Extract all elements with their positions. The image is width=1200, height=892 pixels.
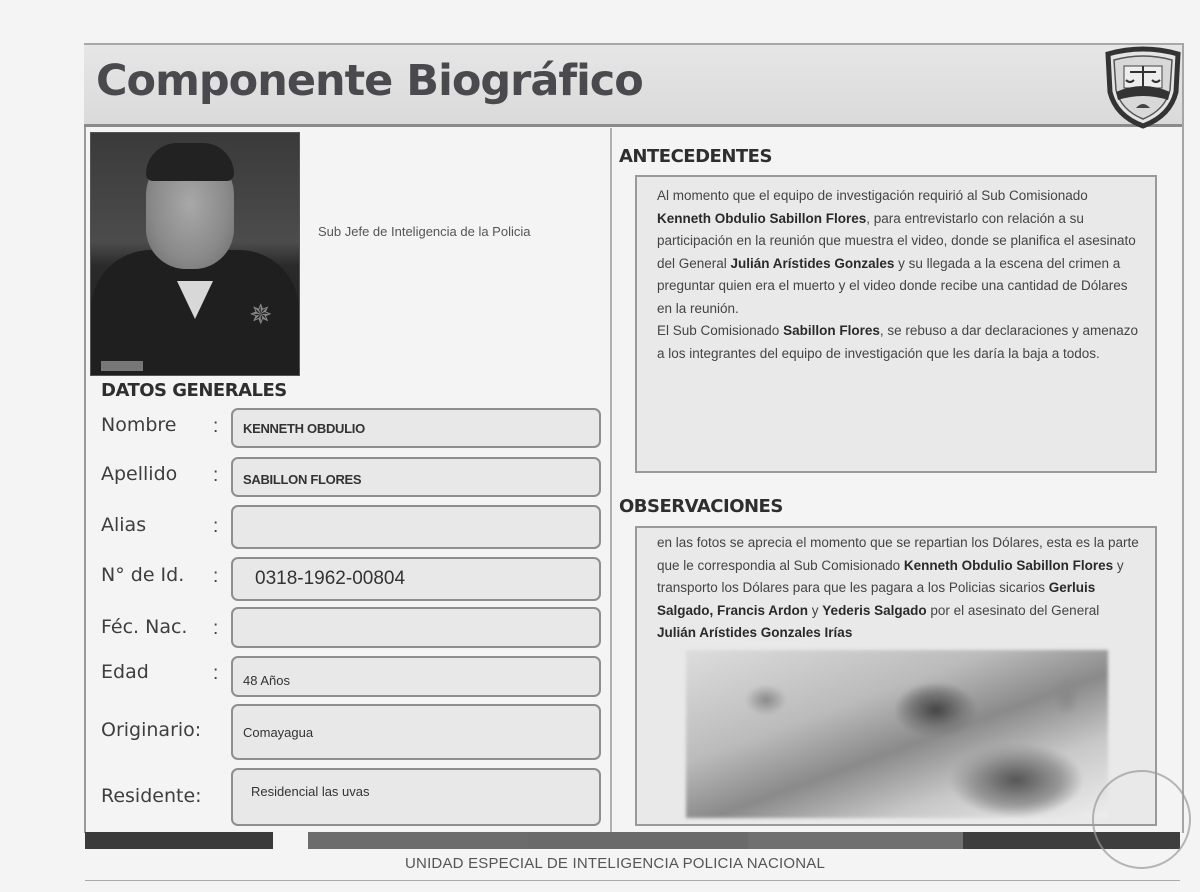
footer-bar-segment (748, 832, 963, 849)
alias-field (231, 505, 601, 549)
label-fec-nac: Féc. Nac. (101, 616, 188, 638)
label-apellido: Apellido (101, 463, 178, 485)
label-alias: Alias (101, 514, 147, 536)
birthdate-field (231, 607, 601, 648)
colon: : (213, 566, 219, 587)
label-originario: Originario: (101, 719, 202, 741)
colon: : (213, 465, 219, 486)
origin-field: Comayagua (231, 704, 601, 760)
colon: : (213, 618, 219, 639)
apellido-field: SABILLON FLORES (231, 457, 601, 497)
footer-unit-name: UNIDAD ESPECIAL DE INTELIGENCIA POLICIA NACIONAL (405, 855, 825, 872)
antecedentes-text: Al momento que el equipo de investigación requirió al Sub Comisionado Kenneth Obdulio Sabillon Flores, para entrevistarlo con relación a su participación en la reunión que muestra el video, donde se planifica el asesinato del General Julián Arístides Gonzales y su llegada a la escena del crimen a preguntar quien era el muerto y el video donde recibe una cantidad de Dólares en la reunión. El Sub Comisionado Sabillon Flores, se rebuso a dar declaraciones y amenazo a los integrantes del equipo de investigación que les daría la baja a todos. (635, 175, 1157, 473)
officer-role: Sub Jefe de Inteligencia de la Policia (318, 224, 531, 239)
footer-bar-segment (528, 832, 748, 849)
colon: : (213, 416, 219, 437)
datos-generales-title: DATOS GENERALES (101, 380, 287, 401)
official-seal-stamp-icon (1092, 770, 1191, 869)
label-id: N° de Id. (101, 564, 185, 586)
label-residente: Residente: (101, 785, 202, 807)
footer-color-bar (85, 832, 1180, 849)
id-number-field: 0318-1962-00804 (231, 557, 601, 601)
nombre-field: KENNETH OBDULIO (231, 408, 601, 448)
footer-bar-segment (308, 832, 528, 849)
footer-bar-segment (85, 832, 273, 849)
dollar-bills-photo (686, 650, 1108, 818)
badge-star-icon: ✵ (249, 299, 273, 330)
antecedentes-title: ANTECEDENTES (619, 146, 772, 167)
footer-rule (85, 880, 1180, 881)
label-edad: Edad (101, 661, 149, 683)
colon: : (213, 516, 219, 537)
residence-field: Residencial las uvas (231, 768, 601, 826)
age-field: 48 Años (231, 656, 601, 697)
observaciones-text: en las fotos se aprecia el momento que se repartian los Dólares, esta es la parte que le correspondia al Sub Comisionado Kenneth Obdulio Sabillon Flores y transporto los Dólares para que les pagara a los Policias sicarios Gerluis Salgado, Francis Ardon y Yederis Salgado por el asesinato del General Julián Arístides Gonzales Irías (635, 526, 1157, 826)
observaciones-title: OBSERVACIONES (619, 496, 783, 517)
label-nombre: Nombre (101, 414, 177, 436)
officer-portrait-photo (90, 132, 300, 376)
colon: : (213, 663, 219, 684)
column-divider (610, 128, 612, 832)
page-title: Componente Biográfico (96, 56, 643, 106)
police-shield-icon (1100, 46, 1186, 130)
footer-bar-segment (273, 832, 308, 849)
